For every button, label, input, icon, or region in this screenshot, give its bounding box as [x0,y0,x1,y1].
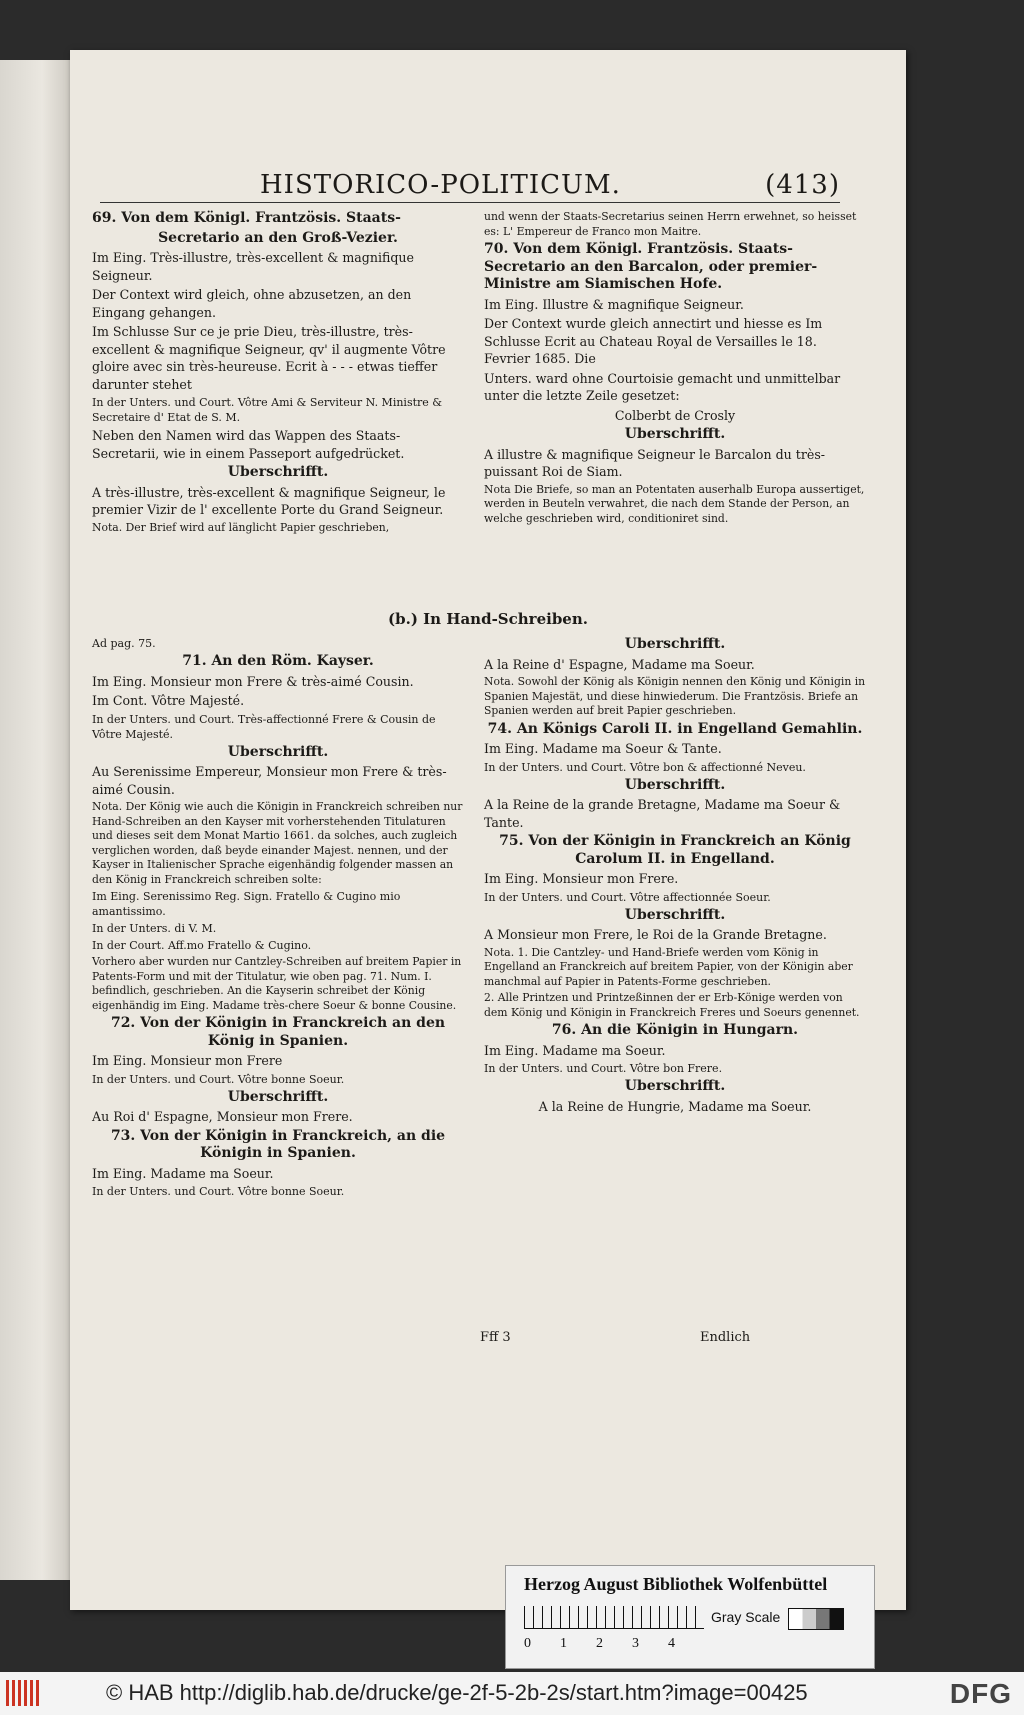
text-line: Au Roi d' Espagne, Monsieur mon Frere. [92,1109,353,1124]
right-column-bottom [484,636,866,1117]
text-line: Nota. Sowohl der König als Königin nennen den König und Königin in Spanien Majestät, und diese hinwiederum. Die Frantzösis. Briefe an Spanien werden auf breit Papier geschrieben. [484,675,866,717]
left-column-top [92,210,464,537]
catchword: Endlich [700,1330,751,1345]
text-line: Uberschrifft. [624,776,726,793]
text-line: A la Reine de la grande Bretagne, Madame ma Soeur & Tante. [484,797,841,830]
viewer-footer [0,1672,1024,1715]
text-line: Uberschrifft. [624,906,726,923]
left-column-bottom [92,636,464,1201]
text-line: Neben den Namen wird das Wappen des Staats-Secretarii, wie in einem Passeport aufgedrücket. [92,428,405,461]
text-line: In der Court. Aff.mo Fratello & Cugino. [92,939,312,952]
page-number: (413) [765,170,840,200]
text-line: Uberschrifft. [227,743,329,760]
text-line: Im Schlusse Sur ce je prie Dieu, très-illustre, très-excellent & magnifique Seigneur, qv' il augmente Vôtre gloire avec sin très-heureuse. Ecrit à - - - etwas tieffer darunter stehet [92,324,446,392]
text-line: In der Unters. und Court. Vôtre Ami & Serviteur N. Ministre & Secretaire d' Etat de S. M. [92,396,443,424]
right-column-top [484,210,866,528]
text-line: Im Eing. Madame ma Soeur & Tante. [484,741,722,756]
text-line: 75. Von der Königin in Franckreich an König Carolum II. in Engelland. [499,833,851,867]
text-line: Nota. Der König wie auch die Königin in Franckreich schreiben nur Hand-Schreiben an den Kayser mit vorherstehenden Titulaturen und dieses seit dem Monat Martio 1661. da solches, auch zugleich verglichen worden, daß beyde einander Majest. nennen, und der Kayser in Italienischer Sprache eigenhändig folgender massen an den König in Franckreich schreiben solte: [92,800,463,886]
gray-scale-card [505,1565,875,1669]
text-line: Im Eing. Serenissimo Reg. Sign. Fratello & Cugino mio amantissimo. [92,890,401,918]
hab-logo-icon [6,1680,40,1706]
ruler-ticks [524,1636,724,1652]
text-line: In der Unters. und Court. Vôtre bon & affectionné Neveu. [484,760,806,774]
source-url[interactable]: © HAB http://diglib.hab.de/drucke/ge-2f-5-2b-2s/start.htm?image=00425 [106,1680,808,1705]
text-line: In der Unters. und Court. Vôtre bonne Soeur. [92,1072,345,1086]
dfg-logo: DFG [949,1678,1012,1709]
text-line: 74. An Königs Caroli II. in Engelland Gemahlin. [487,720,863,737]
text-line: Colberbt de Crosly [614,407,736,423]
ruler-tick-label: 4 [668,1636,675,1651]
text-line: Im Cont. Vôtre Majesté. [92,693,245,708]
text-line: 70. Von dem Königl. Frantzösis. Staats-Secretario an den Barcalon, oder premier-Ministre am Siamischen Hofe. [484,241,818,292]
text-line: A très-illustre, très-excellent & magnifique Seigneur, le premier Vizir de l' excellente Porte du Grand Seigneur. [92,484,446,517]
text-line: und wenn der Staats-Secretarius seinen Herrn erwehnet, so heisset es: L' Empereur de Franco mon Maitre. [484,210,857,238]
text-line: Im Eing. Madame ma Soeur. [484,1042,666,1058]
text-line: Im Eing. Monsieur mon Frere. [484,871,679,886]
head-rule [100,202,840,203]
previous-page-edge [0,60,70,1580]
text-line: Uberschrifft. [624,426,726,442]
text-line: Secretario an den Groß-Vezier. [158,229,398,246]
running-head [260,170,840,200]
text-line: Im Eing. Monsieur mon Frere & très-aimé Cousin. [92,673,414,689]
gray-scale-label: Gray Scale [711,1609,781,1625]
text-line: Im Eing. Monsieur mon Frere [92,1053,283,1068]
text-line: In der Unters. und Court. Vôtre affectionnée Soeur. [484,890,771,904]
text-line: A la Reine d' Espagne, Madame ma Soeur. [484,656,755,672]
text-line: Au Serenissime Empereur, Monsieur mon Frere & très-aimé Cousin. [92,764,447,797]
ruler-tick-label: 2 [596,1636,603,1651]
running-title: HISTORICO-POLITICUM. [260,170,621,200]
text-line: Uberschrifft. [624,1078,726,1094]
text-line: 69. Von dem Königl. Frantzösis. Staats- [92,210,401,226]
library-name: Herzog August Bibliothek Wolfenbüttel [524,1574,828,1594]
text-line: In der Unters. und Court. Vôtre bonne Soeur. [92,1185,345,1198]
text-line: In der Unters. und Court. Vôtre bon Frere. [484,1062,723,1075]
text-line: 71. An den Röm. Kayser. [182,653,374,669]
text-line: 76. An die Königin in Hungarn. [551,1022,799,1038]
text-line: Im Eing. Illustre & magnifique Seigneur. [484,296,744,312]
text-line: Nota. Der Brief wird auf länglicht Papier geschrieben, [92,520,390,534]
text-line: Uberschrifft. [227,464,329,480]
text-line: Nota. 1. Die Cantzley- und Hand-Briefe werden vom König in Engelland an Franckreich auf breitem Papier, von der Königin aber manchmal auf Papier in Patents-Forme geschrieben. [484,945,853,988]
ruler-tick-label: 1 [560,1636,567,1651]
book-page [70,50,906,1610]
text-line: In der Unters. di V. M. [92,922,217,935]
text-line: A la Reine de Hungrie, Madame ma Soeur. [538,1098,812,1114]
text-line: 72. Von der Königin in Franckreich an den König in Spanien. [110,1015,446,1049]
text-line: Im Eing. Madame ma Soeur. [92,1165,274,1181]
scale-ruler [524,1606,704,1629]
gray-scale-swatch [788,1608,844,1630]
text-line: Vorhero aber wurden nur Cantzley-Schreiben auf breitem Papier in Patents-Form und mit der Titulatur, wie oben pag. 71. Num. I. befindlich, geschrieben. An die Kayserin schreibet der König eigenhändig im Eing. Madame très-chere Soeur & bonne Cousine. [92,955,462,1012]
text-line: 73. Von der Königin in Franckreich, an die Königin in Spanien. [110,1127,446,1161]
text-line: Nota Die Briefe, so man an Potentaten auserhalb Europa aussertiget, werden in Beuteln verwahret, die nach dem Stande der Person, an welche geschrieben wird, conditioniret sind. [484,482,865,525]
signature-mark: Fff 3 [480,1330,511,1345]
text-line: Im Eing. Très-illustre, très-excellent & magnifique Seigneur. [92,250,414,283]
text-line: A Monsieur mon Frere, le Roi de la Grande Bretagne. [484,927,827,942]
ruler-tick-label: 3 [632,1636,639,1651]
text-line: Ad pag. 75. [92,637,156,650]
text-line: Der Context wird gleich, ohne abzusetzen, an den Eingang gehangen. [92,287,412,320]
text-line: A illustre & magnifique Seigneur le Barcalon du très-puissant Roi de Siam. [484,446,826,479]
section-title: (b.) In Hand-Schreiben. [388,610,588,628]
text-line: Der Context wurde gleich annectirt und hiesse es Im Schlusse Ecrit au Chateau Royal de Versailles le 18. Fevrier 1685. Die [484,316,823,366]
text-line: Unters. ward ohne Courtoisie gemacht und unmittelbar unter die letzte Zeile gesetzet: [484,370,841,403]
text-line: Uberschrifft. [624,636,726,652]
text-line: In der Unters. und Court. Très-affectionné Frere & Cousin de Vôtre Majesté. [92,712,436,741]
text-line: 2. Alle Printzen und Printzeßinnen der er Erb-Könige werden von dem König und Königin in Franckreich Freres und Soeurs genennet. [484,991,860,1019]
text-line: Uberschrifft. [227,1088,329,1105]
ruler-tick-label: 0 [524,1636,531,1651]
